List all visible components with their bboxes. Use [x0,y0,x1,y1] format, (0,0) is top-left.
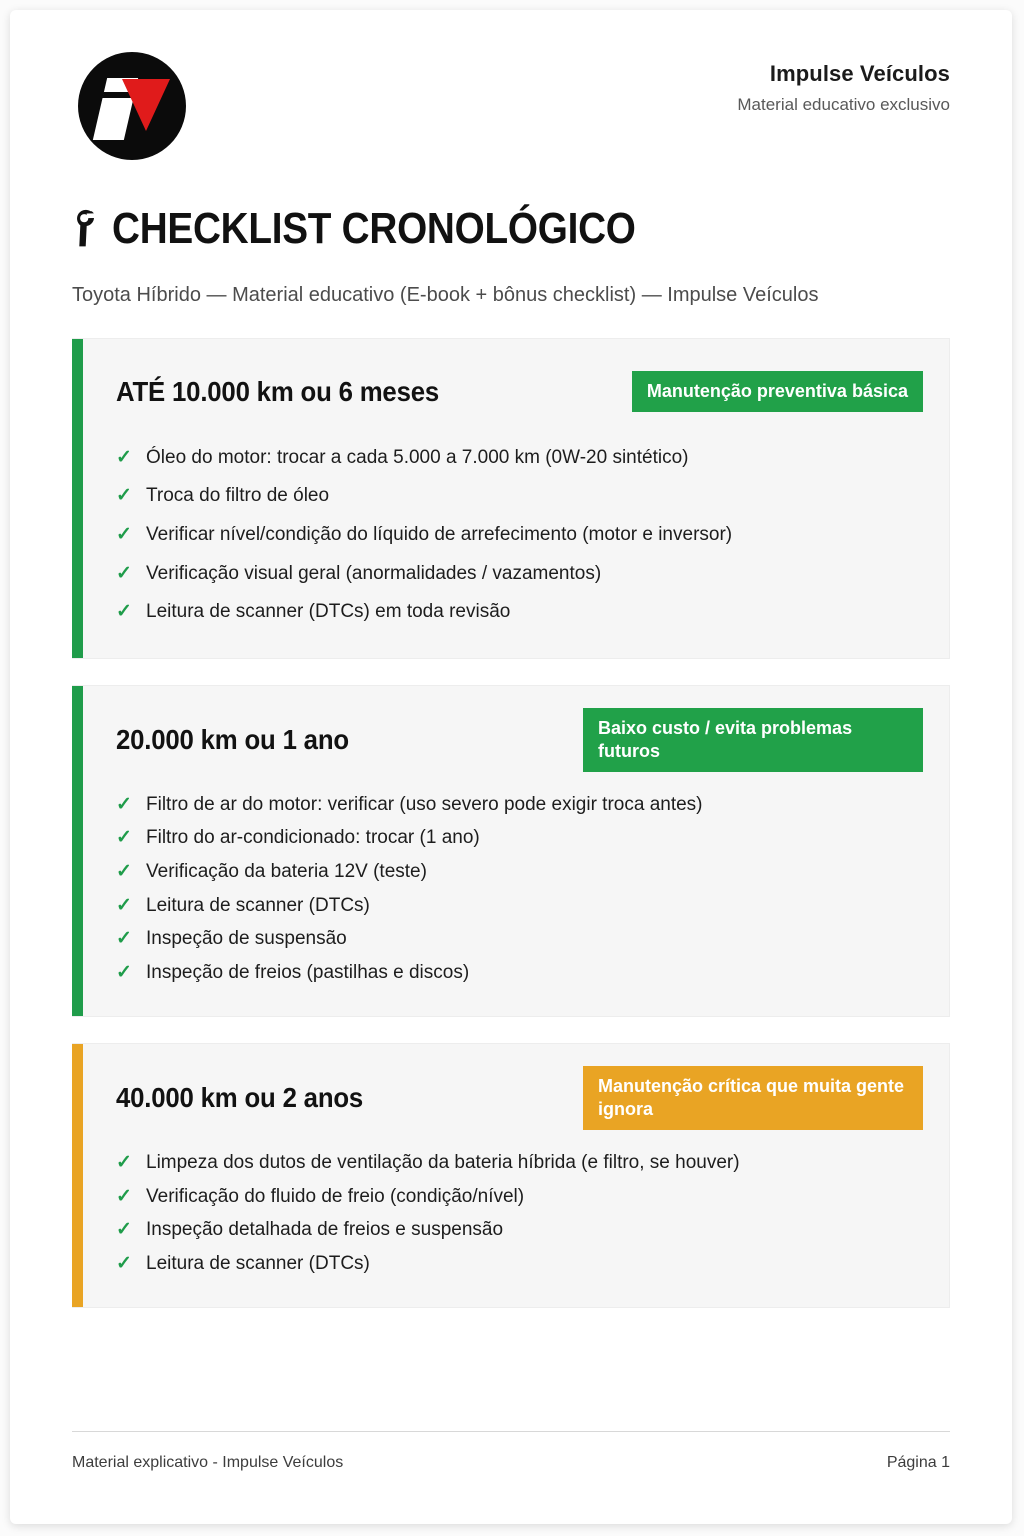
list-item [116,1180,923,1214]
card-item-list [116,788,923,990]
list-item-text: Inspeção detalhada de freios e suspensão [146,1219,504,1241]
list-item-text: Verificar nível/condição do líquido de arrefecimento (motor e inversor) [146,524,733,546]
list-item-text: Verificação visual geral (anormalidades / vazamentos) [146,562,602,584]
list-item-text: Verificação da bateria 12V (teste) [146,861,427,883]
check-icon: ✓ [116,562,132,584]
card-item-list [116,1146,923,1281]
check-icon: ✓ [116,1219,132,1241]
checklist-card [72,338,950,659]
check-icon: ✓ [116,894,132,916]
list-item [116,957,923,991]
list-item-text: Leitura de scanner (DTCs) [146,1252,370,1274]
title-block [72,206,950,308]
list-item-text: Inspeção de suspensão [146,928,347,950]
list-item [116,439,923,478]
brand-text-block [737,52,950,115]
checklist-card [72,1043,950,1308]
check-icon: ✓ [116,1151,132,1173]
card-item-list [116,439,923,632]
card-header [116,708,923,772]
wrench-icon [72,208,98,248]
list-item-text: Leitura de scanner (DTCs) em toda revisão [146,601,511,623]
card-accent-bar [72,686,83,1016]
list-item [116,555,923,594]
list-item [116,516,923,555]
brand-tagline: Material educativo exclusivo [737,94,950,114]
check-icon: ✓ [116,485,132,507]
check-icon: ✓ [116,928,132,950]
page-subtitle: Toyota Híbrido — Material educativo (E-book + bônus checklist) — Impulse Veículos [72,283,819,306]
card-accent-bar [72,1044,83,1307]
footer-left-text: Material explicativo - Impulse Veículos [72,1454,344,1471]
list-item [116,923,923,957]
list-item-text: Troca do filtro de óleo [146,485,330,507]
list-item [116,856,923,890]
checklist-cards [72,338,950,1308]
check-icon: ✓ [116,524,132,546]
list-item [116,1214,923,1248]
card-badge: Baixo custo / evita problemas futuros [583,708,923,772]
page-title-text: CHECKLIST CRONOLÓGICO [112,204,636,253]
list-item [116,822,923,856]
list-item [116,593,923,632]
check-icon: ✓ [116,827,132,849]
list-item-text: Filtro de ar do motor: verificar (uso severo pode exigir troca antes) [146,793,703,815]
card-accent-bar [72,339,83,658]
document-footer [72,1431,950,1472]
check-icon: ✓ [116,1185,132,1207]
card-header [116,361,923,423]
list-item-text: Limpeza dos dutos de ventilação da bateria híbrida (e filtro, se houver) [146,1151,740,1173]
check-icon: ✓ [116,861,132,883]
page-title [72,206,950,252]
list-item [116,788,923,822]
check-icon: ✓ [116,962,132,984]
card-badge: Manutenção crítica que muita gente ignora [583,1066,923,1130]
card-badge: Manutenção preventiva básica [632,371,923,412]
list-item [116,889,923,923]
document-page [10,10,1012,1524]
document-header [72,10,950,160]
check-icon: ✓ [116,793,132,815]
check-icon: ✓ [116,601,132,623]
checklist-card [72,685,950,1017]
check-icon: ✓ [116,446,132,468]
list-item-text: Leitura de scanner (DTCs) [146,894,370,916]
list-item [116,1146,923,1180]
card-title: 20.000 km ou 1 ano [116,724,349,756]
check-icon: ✓ [116,1252,132,1274]
brand-name: Impulse Veículos [769,61,950,86]
list-item-text: Verificação do fluido de freio (condição/nível) [146,1185,525,1207]
list-item-text: Óleo do motor: trocar a cada 5.000 a 7.000 km (0W-20 sintético) [146,446,689,468]
list-item [116,1247,923,1281]
footer-page-number: Página 1 [886,1454,950,1471]
card-title: 40.000 km ou 2 anos [116,1082,364,1114]
list-item-text: Filtro do ar-condicionado: trocar (1 ano) [146,827,480,849]
impulse-logo-icon [78,52,186,160]
list-item-text: Inspeção de freios (pastilhas e discos) [146,962,470,984]
card-title: ATÉ 10.000 km ou 6 meses [116,375,440,407]
card-header [116,1066,923,1130]
list-item [116,477,923,516]
